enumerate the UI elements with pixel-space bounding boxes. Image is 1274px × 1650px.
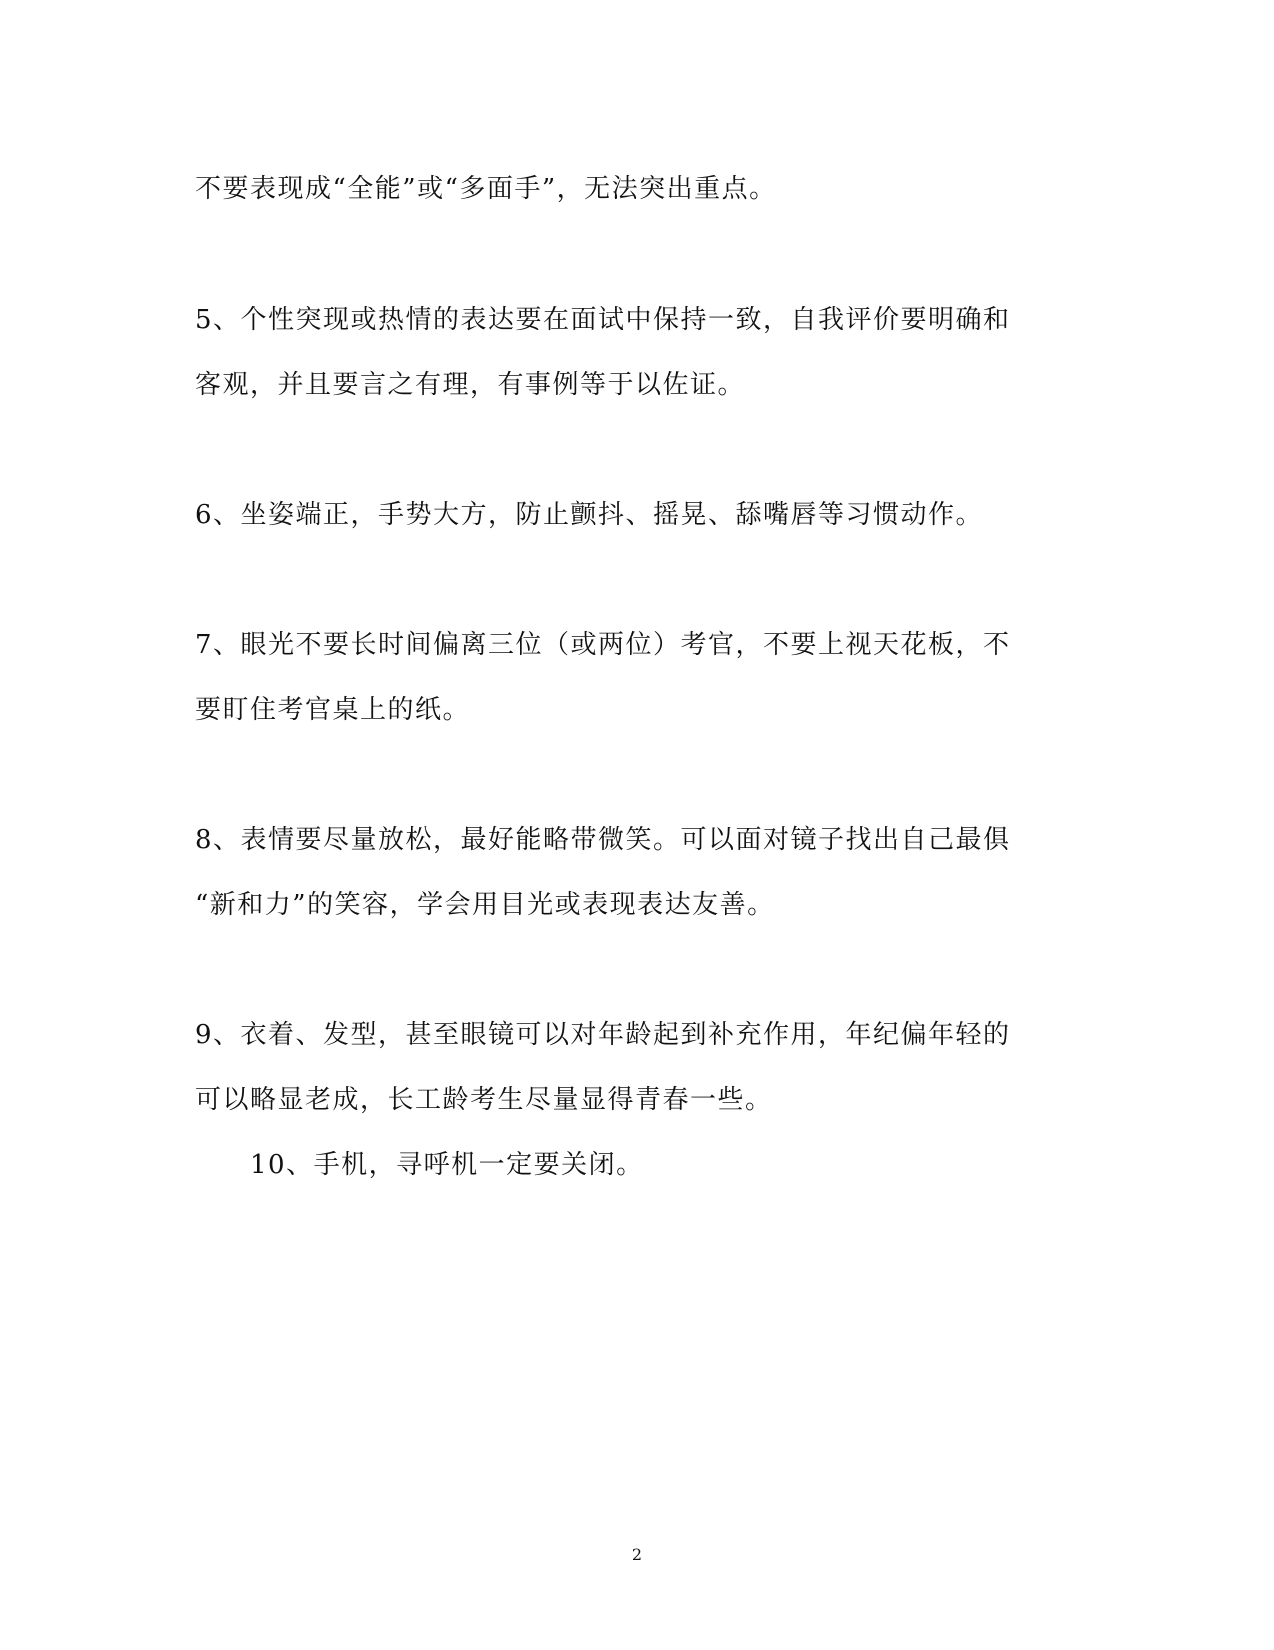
text-line-2: 5、个性突现或热情的表达要在面试中保持一致，自我评价要明确和 <box>195 305 1011 335</box>
text-line-5: 7、眼光不要长时间偏离三位（或两位）考官，不要上视天花板，不 <box>195 630 1011 660</box>
text-line-11: 10、手机，寻呼机一定要关闭。 <box>250 1150 644 1180</box>
text-line-1: 不要表现成“全能”或“多面手”，无法突出重点。 <box>195 174 777 204</box>
text-line-3: 客观，并且要言之有理，有事例等于以佐证。 <box>195 370 746 400</box>
text-line-10: 可以略显老成，长工龄考生尽量显得青春一些。 <box>195 1085 773 1115</box>
text-line-6: 要盯住考官桌上的纸。 <box>195 695 471 725</box>
text-line-7: 8、表情要尽量放松，最好能略带微笑。可以面对镜子找出自己最俱 <box>195 825 1011 855</box>
text-line-8: “新和力”的笑容，学会用目光或表现表达友善。 <box>195 890 775 920</box>
page-number: 2 <box>631 1545 643 1564</box>
text-line-4: 6、坐姿端正，手势大方，防止颤抖、摇晃、舔嘴唇等习惯动作。 <box>195 500 984 530</box>
text-line-9: 9、衣着、发型，甚至眼镜可以对年龄起到补充作用，年纪偏年轻的 <box>195 1020 1011 1050</box>
